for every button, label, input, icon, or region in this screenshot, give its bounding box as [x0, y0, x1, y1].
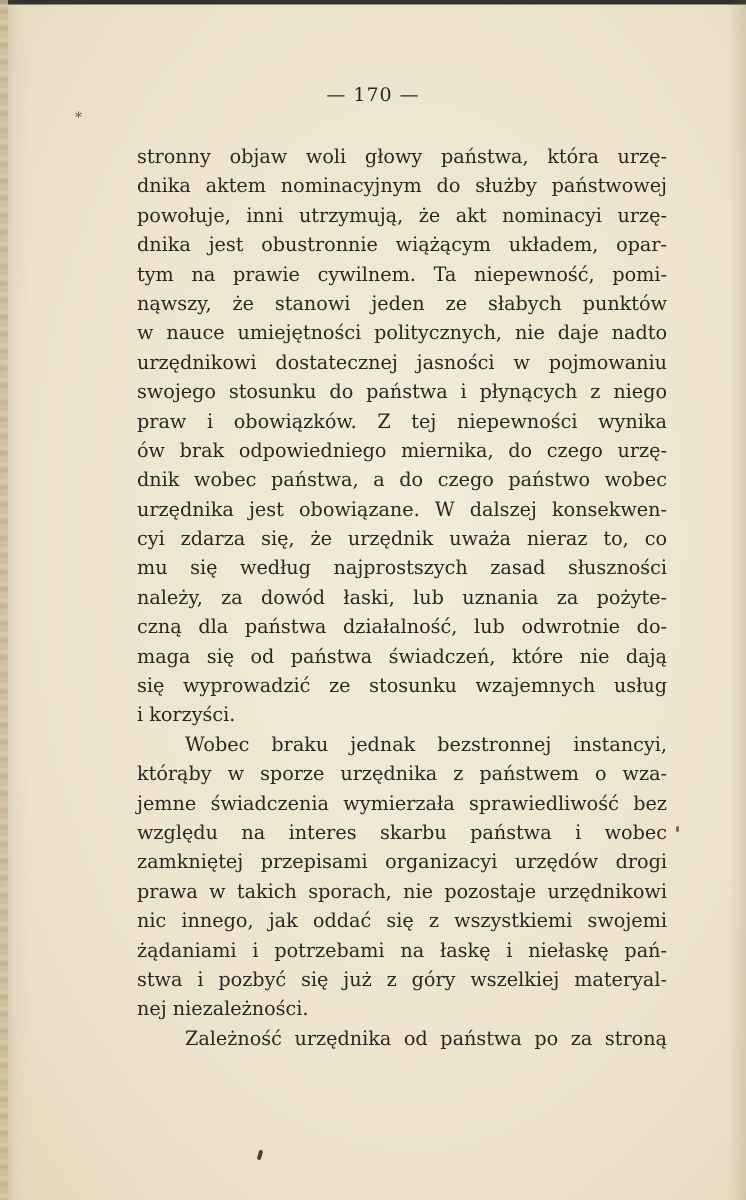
text-line: urzędnika jest obowiązane. W dalszej konsekwen- [137, 497, 667, 521]
text-line: względu na interes skarbu państwa i wobec [137, 820, 667, 844]
text-line: się wyprowadzić ze stosunku wzajemnych usług [137, 674, 667, 698]
text-line: stronny objaw woli głowy państwa, która urzę- [137, 145, 667, 168]
text-line: powołuje, inni utrzymują, że akt nominacyi urzę- [137, 203, 667, 227]
body-text [137, 142, 667, 1053]
text-line: i korzyści. [137, 703, 236, 727]
text-line: nąwszy, że stanowi jeden ze słabych punktów [137, 291, 667, 315]
text-line: dnika jest obustronnie wiążącym układem, opar- [137, 233, 667, 257]
text-line: Wobec braku jednak bezstronnej instancyi, [185, 732, 667, 756]
text-line: zamkniętej przepisami organizacyi urzędów drogi [137, 850, 667, 874]
text-line: ów brak odpowiedniego miernika, do czego urzę- [137, 438, 667, 462]
text-line: stwa i pozbyć się już z góry wszelkiej materyal- [137, 967, 667, 991]
text-line: jemne świadczenia wymierzała sprawiedliwość bez [137, 791, 667, 815]
text-line: dnik wobec państwa, a do czego państwo wobec [137, 468, 667, 492]
ink-speck-icon [676, 826, 679, 832]
text-line: Zależność urzędnika od państwa po za stroną [185, 1026, 667, 1050]
page-number: — 170 — [326, 84, 420, 106]
text-line: czną dla państwa działalność, lub odwrotnie do- [137, 615, 667, 639]
text-line: prawa w takich sporach, nie pozostaje urzędnikowi [137, 879, 667, 903]
text-line: swojego stosunku do państwa i płynących z niego [137, 380, 667, 404]
text-line: nej niezależności. [137, 997, 309, 1021]
text-line: w nauce umiejętności politycznych, nie daje nadto [137, 321, 667, 345]
page-binding-edge [0, 0, 8, 1200]
text-line: urzędnikowi dostatecznej jasności w pojmowaniu [137, 350, 667, 374]
text-line: nic innego, jak oddać się z wszystkiemi swojemi [137, 909, 667, 933]
text-line: cyi zdarza się, że urzędnik uważa nieraz to, co [137, 527, 667, 551]
text-line: mu się według najprostszych zasad słuszności [137, 556, 667, 580]
ink-speck-icon [257, 1150, 263, 1161]
text-line: którąby w sporze urzędnika z państwem o wza- [137, 762, 667, 786]
text-line: praw i obowiązków. Z tej niepewności wynika [137, 409, 667, 433]
margin-mark-icon: * [75, 110, 82, 126]
text-line: tym na prawie cywilnem. Ta niepewność, pomi- [137, 262, 667, 286]
text-line: maga się od państwa świadczeń, które nie dają [137, 644, 667, 668]
text-line: dnika aktem nominacyjnym do służby państwowej [137, 174, 667, 198]
text-line: należy, za dowód łaski, lub uznania za pożyte- [137, 585, 667, 609]
text-line: żądaniami i potrzebami na łaskę i niełaskę pań- [137, 938, 667, 962]
